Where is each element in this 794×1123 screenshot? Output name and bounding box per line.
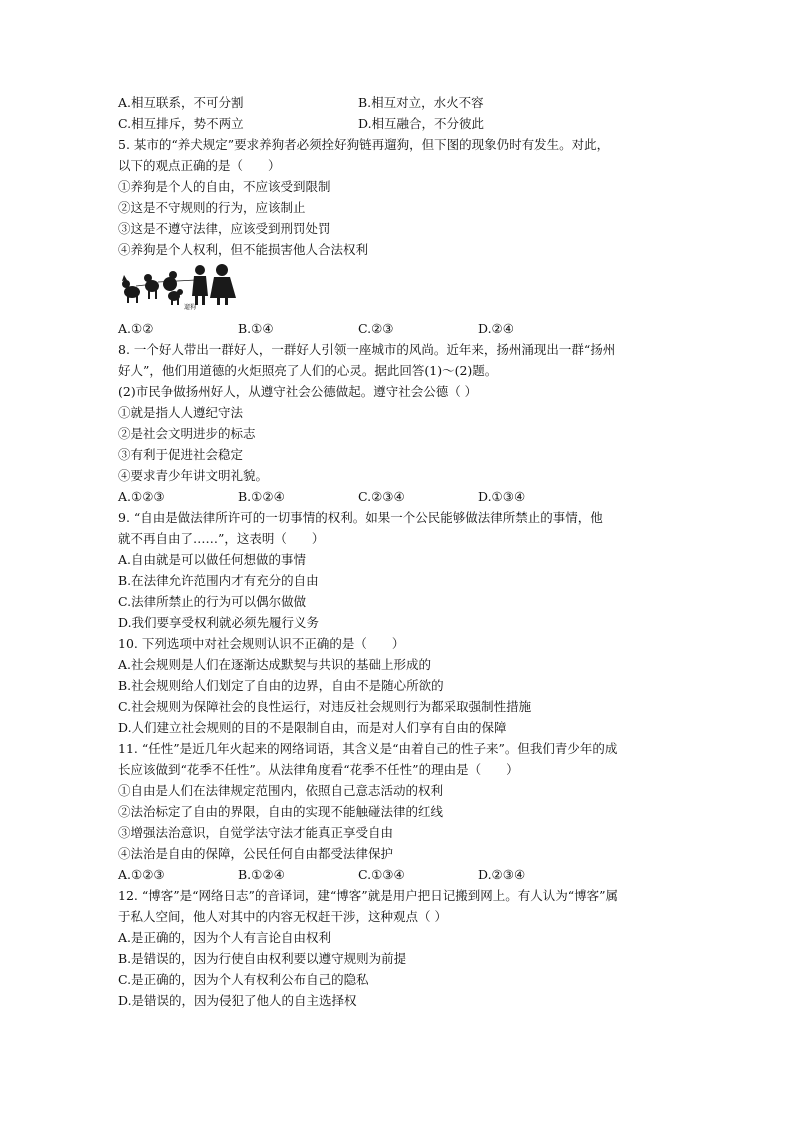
q5-dog-walking-illustration [118, 262, 678, 314]
person-2-head [216, 264, 228, 276]
person-1-leg [202, 296, 205, 305]
dog-1-leg [136, 295, 138, 303]
q10-stem: 10. 下列选项中对社会规则认识不正确的是（ ） [118, 636, 405, 651]
q5-item-1: ①养狗是个人的自由，不应该受到限制 [118, 179, 331, 194]
exam-page [118, 92, 678, 1011]
q9-option-b: B.在法律允许范围内才有充分的自由 [118, 573, 319, 588]
dog-3-head [169, 271, 177, 279]
q10-option-c: C.社会规则为保障社会的良性运行，对违反社会规则行为都采取强制性措施 [118, 699, 532, 714]
dog-4-leg [171, 299, 173, 305]
q12-option-b: B.是错误的，因为行使自由权利要以遵守规则为前提 [118, 951, 407, 966]
dog-1-ear [122, 275, 127, 281]
q11-option-b: B.①②④ [238, 867, 285, 882]
q8-option-a: A.①②③ [118, 489, 165, 504]
q10-option-a: A.社会规则是人们在逐渐达成默契与共识的基础上形成的 [118, 657, 432, 672]
q9-stem-line-2: 就不再自由了……”，这表明（ ） [118, 531, 325, 546]
q5-option-b: B.①④ [238, 321, 274, 336]
q10-option-d: D.人们建立社会规则的目的不是限制自由，而是对人们享有自由的保障 [118, 720, 507, 735]
q11-item-2: ②法治标定了自由的界限，自由的实现不能触碰法律的红线 [118, 804, 444, 819]
q12-stem-line-1: 12. “博客”是“网络日志”的音译词，建“博客”就是用户把日记搬到网上。有人认为“博客”属 [118, 888, 618, 903]
q5-option-c: C.②③ [358, 321, 394, 336]
q5-item-4: ④养狗是个人权利，但不能损害他人合法权利 [118, 242, 369, 257]
person-2-body [210, 277, 236, 298]
person-1-body [192, 276, 208, 296]
q11-option-c: C.①③④ [358, 867, 405, 882]
q12-option-c: C.是正确的，因为个人有权利公布自己的隐私 [118, 972, 369, 987]
q8-item-1: ①就是指人人遵纪守法 [118, 405, 244, 420]
q10-option-b: B.社会规则给人们划定了自由的边界，自由不是随心所欲的 [118, 678, 444, 693]
q5-options [118, 318, 678, 339]
q4-option-d: D.相互融合，不分彼此 [358, 116, 485, 131]
q11-stem-line-1: 11. “任性”是近几年火起来的网络词语，其含义是“由着自己的性子来”。但我们青少年的成 [118, 741, 618, 756]
q12-stem-line-2: 于私人空间，他人对其中的内容无权赶干涉，这种观点（ ） [118, 909, 447, 924]
q8-item-3: ③有利于促进社会稳定 [118, 447, 244, 462]
q11-option-a: A.①②③ [118, 867, 165, 882]
q8-sub-question: (2)市民争做扬州好人，从遵守社会公德做起。遵守社会公德（ ） [118, 384, 478, 399]
q4-option-b: B.相互对立，水火不容 [358, 95, 484, 110]
q4-option-c: C.相互排斥，势不两立 [118, 116, 244, 131]
q5-stem-line-1: 5. 某市的“养犬规定”要求养狗者必须拴好狗链再遛狗，但下图的现象仍时有发生。对此， [118, 137, 610, 152]
q5-option-d: D.②④ [478, 321, 514, 336]
q12-option-d: D.是错误的，因为侵犯了他人的自主选择权 [118, 993, 357, 1008]
dog-1-head [122, 280, 130, 288]
q11-stem-line-2: 长应该做到“花季不任性”。从法律角度看“花季不任性”的理由是（ ） [118, 762, 519, 777]
dog-1-leg [127, 295, 129, 303]
q5-item-2: ②这是不守规则的行为，应该制止 [118, 200, 306, 215]
q4-option-a: A.相互联系，不可分割 [118, 95, 244, 110]
dog-2-leg [155, 290, 157, 299]
q4-options-row-2 [118, 113, 678, 134]
q8-stem-line-1: 8. 一个好人带出一群好人，一群好人引领一座城市的风尚。近年来，扬州涌现出一群“扬州 [118, 342, 616, 357]
q9-option-c: C.法律所禁止的行为可以偶尔做做 [118, 594, 307, 609]
q9-stem-line-1: 9. “自由是做法律所许可的一切事情的权利。如果一个公民能够做法律所禁止的事情，他 [118, 510, 603, 525]
dog-4-leg [177, 299, 179, 305]
person-2-leg [217, 298, 220, 305]
dog-2-head [144, 274, 152, 282]
q8-item-4: ④要求青少年讲文明礼貌。 [118, 468, 269, 483]
q11-item-1: ①自由是人们在法律规定范围内，依照自己意志活动的权利 [118, 783, 444, 798]
q12-option-a: A.是正确的，因为个人有言论自由权利 [118, 930, 332, 945]
person-2-leg [225, 298, 228, 305]
q11-options [118, 864, 678, 885]
q8-item-2: ②是社会文明进步的标志 [118, 426, 256, 441]
dog-4-head [177, 289, 183, 295]
q11-item-3: ③增强法治意识，自觉学法守法才能真正享受自由 [118, 825, 394, 840]
q5-item-3: ③这是不遵守法律，应该受到刑罚处罚 [118, 221, 331, 236]
q9-option-a: A.自由就是可以做任何想做的事情 [118, 552, 307, 567]
q8-option-b: B.①②④ [238, 489, 285, 504]
q8-stem-line-2: 好人”，他们用道德的火炬照亮了人们的心灵。据此回答(1)～(2)题。 [118, 363, 498, 378]
dog-2-leg [148, 290, 150, 299]
person-1-head [195, 265, 205, 275]
q9-option-d: D.我们要享受权利就必须先履行义务 [118, 615, 320, 630]
q8-options [118, 486, 678, 507]
q4-options-row-1 [118, 92, 678, 113]
dog-walking-drawing [118, 262, 248, 306]
q8-option-c: C.②③④ [358, 489, 405, 504]
q11-option-d: D.②③④ [478, 867, 526, 882]
q5-stem-line-2: 以下的观点正确的是（ ） [118, 158, 281, 173]
q11-item-4: ④法治是自由的保障，公民任何自由都受法律保护 [118, 846, 394, 861]
figure-caption: 遛狗 [184, 304, 197, 311]
q8-option-d: D.①③④ [478, 489, 526, 504]
dog-3-body [163, 277, 177, 291]
q5-option-a: A.①② [118, 321, 154, 336]
